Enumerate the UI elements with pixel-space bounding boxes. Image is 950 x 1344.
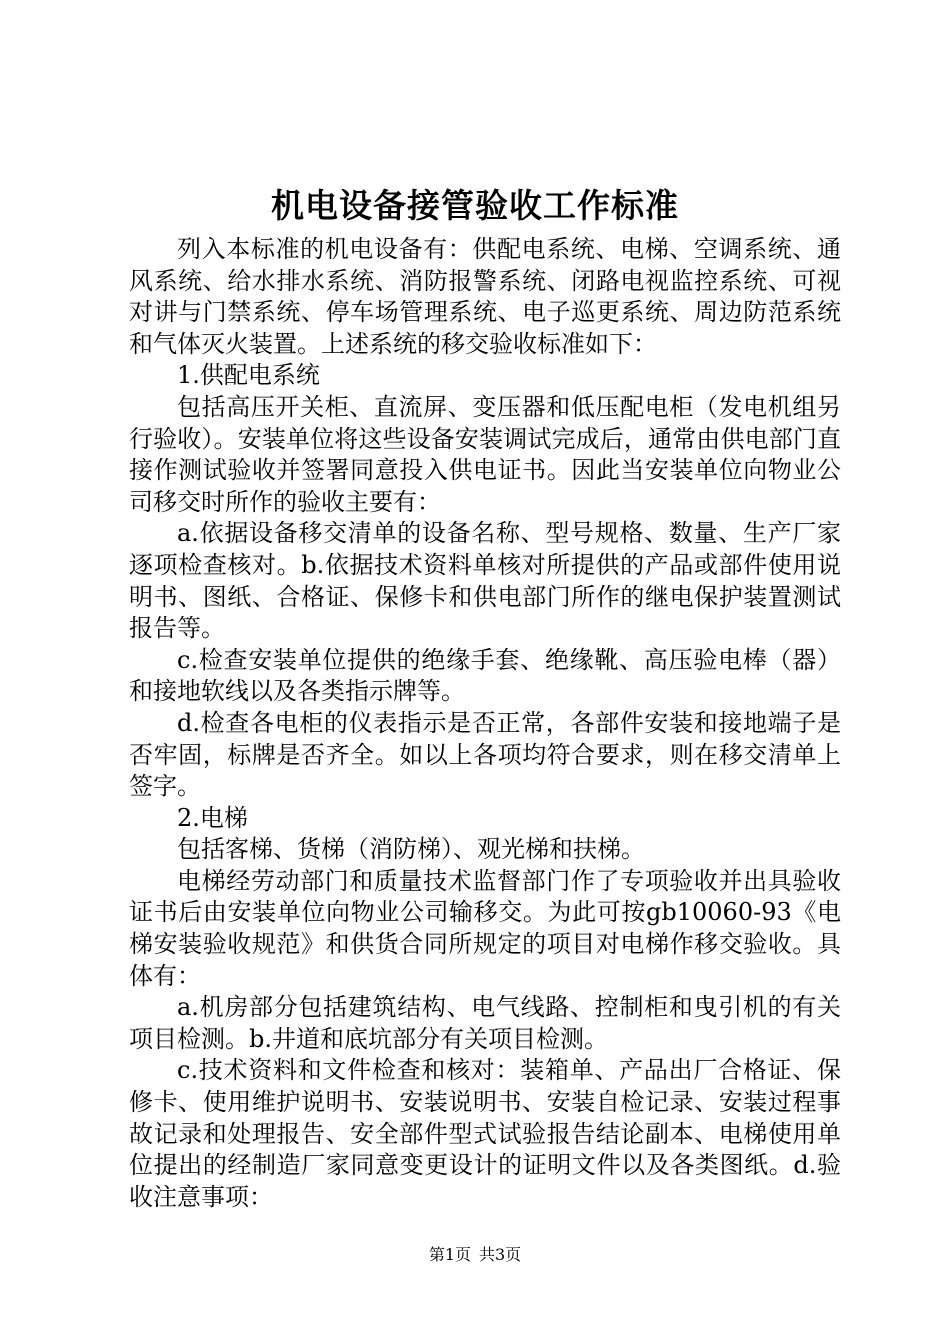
paragraph-elevator-c-d: c.技术资料和文件检查和核对：装箱单、产品出厂合格证、保修卡、使用维护说明书、安装说明书、安装自检记录、安装过程事故记录和处理报告、安全部件型式试验报告结论副本、电梯使用单位提出的经制造厂家同意变更设计的证明文件以及各类图纸。d.验收注意事项： [129, 1056, 841, 1211]
page-total: 共3页 [479, 1245, 522, 1264]
section-heading-elevator: 2.电梯 [177, 803, 248, 832]
paragraph-power-c: c.检查安装单位提供的绝缘手套、绝缘靴、高压验电棒（器）和接地软线以及各类指示牌等。 [129, 645, 841, 706]
section-heading-power: 1.供配电系统 [177, 361, 320, 390]
paragraph-power-d: d.检查各电柜的仪表指示是否正常，各部件安装和接地端子是否牢固，标牌是否齐全。如以上各项均符合要求，则在移交清单上签字。 [129, 708, 841, 801]
paragraph-elevator-a-b: a.机房部分包括建筑结构、电气线路、控制柜和曳引机的有关项目检测。b.井道和底坑部分有关项目检测。 [129, 993, 841, 1053]
document-body [129, 234, 841, 1213]
page-number: 第1页 [428, 1245, 471, 1264]
paragraph-intro: 列入本标准的机电设备有：供配电系统、电梯、空调系统、通风系统、给水排水系统、消防报警系统、闭路电视监控系统、可视对讲与门禁系统、停车场管理系统、电子巡更系统、周边防范系统和气体灭火装置。上述系统的移交验收标准如下： [129, 235, 841, 358]
paragraph-power-scope: 包括高压开关柜、直流屏、变压器和低压配电柜（发电机组另行验收）。安装单位将这些设备安装调试完成后，通常由供电部门直接作测试验收并签署同意投入供电证书。因此当安装单位向物业公司移交时所作的验收主要有： [129, 392, 841, 516]
page-footer [0, 1245, 950, 1265]
paragraph-power-a-b: a.依据设备移交清单的设备名称、型号规格、数量、生产厂家逐项检查核对。b.依据技术资料单核对所提供的产品或部件使用说明书、图纸、合格证、保修卡和供电部门所作的继电保护装置测试报告等。 [129, 519, 841, 643]
document-title: 机电设备接管验收工作标准 [271, 186, 679, 225]
paragraph-elevator-scope: 包括客梯、货梯（消防梯）、观光梯和扶梯。 [177, 835, 645, 864]
paragraph-elevator-acceptance: 电梯经劳动部门和质量技术监督部门作了专项验收并出具验收证书后由安装单位向物业公司输移交。为此可按gb10060-93《电梯安装验收规范》和供货合同所规定的项目对电梯作移交验收。具体有： [129, 866, 841, 990]
